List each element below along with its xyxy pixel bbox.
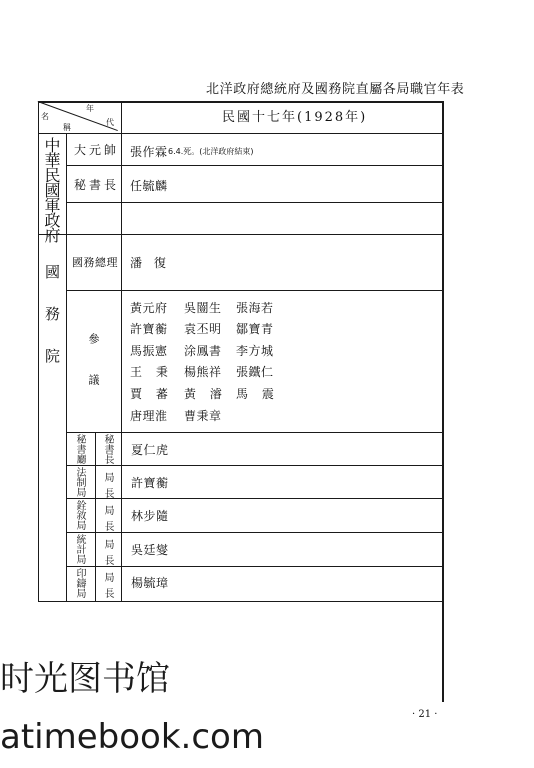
list-item: 馬振憲	[130, 344, 168, 358]
watermark-url: atimebook.com	[0, 717, 264, 757]
role-premier: 國務總理	[72, 256, 118, 269]
bureau-name: 夏仁虎	[131, 443, 169, 457]
sec-general-name: 任毓麟	[130, 179, 168, 193]
page-title: 北洋政府總統府及國務院直屬各局職官年表	[206, 82, 465, 97]
header-corner-ming: 名	[41, 112, 49, 121]
list-item: 黃 濬	[184, 387, 227, 401]
group-state-council: 國務院	[43, 264, 61, 390]
marshal-note: 6.4.死。(北洋政府結束)	[168, 147, 254, 156]
bureau-title: 局長	[102, 572, 113, 604]
bureau-title: 局長	[102, 472, 113, 504]
bureau-title: 局長	[102, 505, 113, 537]
bureau-name: 林步隨	[131, 509, 169, 523]
bureau-org: 秘書廳	[74, 434, 85, 464]
list-item: 黃元府	[130, 301, 168, 315]
watermark-title: 时光图书馆	[0, 659, 170, 699]
group-military-gov: 中華民國軍政府	[42, 137, 61, 242]
list-item: 賈 蕃	[130, 387, 173, 401]
list-item: 唐理淮	[130, 409, 168, 423]
bureau-org: 統計局	[74, 534, 85, 564]
list-item: 楊熊祥	[184, 365, 222, 379]
list-item: 許寶蘅	[130, 322, 168, 336]
header-corner-year: 年	[86, 104, 94, 113]
list-item: 張鐵仁	[236, 365, 274, 379]
list-item: 袁丕明	[184, 322, 222, 336]
list-item: 張海若	[236, 301, 274, 315]
role-sec-general: 秘書長	[74, 178, 120, 192]
role-councilors: 參議	[87, 333, 100, 415]
role-marshal: 大元帥	[74, 143, 120, 157]
bureau-title: 局長	[102, 539, 113, 571]
list-item: 吳闓生	[184, 301, 222, 315]
header-corner-dai: 代	[106, 118, 114, 127]
bureau-org: 印鑄局	[74, 568, 85, 598]
header-corner-cheng: 稱	[63, 123, 71, 132]
list-item: 王 秉	[130, 365, 173, 379]
bureau-org: 銓敘局	[74, 500, 85, 530]
bureau-name: 楊毓璋	[131, 576, 169, 590]
header-year: 民國十七年(1928年)	[222, 110, 368, 125]
premier-name: 潘 復	[130, 256, 170, 270]
list-item: 曹秉章	[184, 409, 222, 423]
page-number: · 21 ·	[412, 709, 438, 720]
bureau-org: 法制局	[74, 467, 85, 497]
bureau-name: 許寶蘅	[131, 476, 169, 490]
bureau-title: 秘書長	[102, 434, 113, 464]
list-item: 鄒寶青	[236, 322, 274, 336]
bureau-name: 吳廷燮	[131, 543, 169, 557]
list-item: 涂鳳書	[184, 344, 222, 358]
list-item: 李方城	[236, 344, 274, 358]
list-item: 馬 震	[236, 387, 279, 401]
marshal-name: 張作霖	[130, 145, 168, 159]
